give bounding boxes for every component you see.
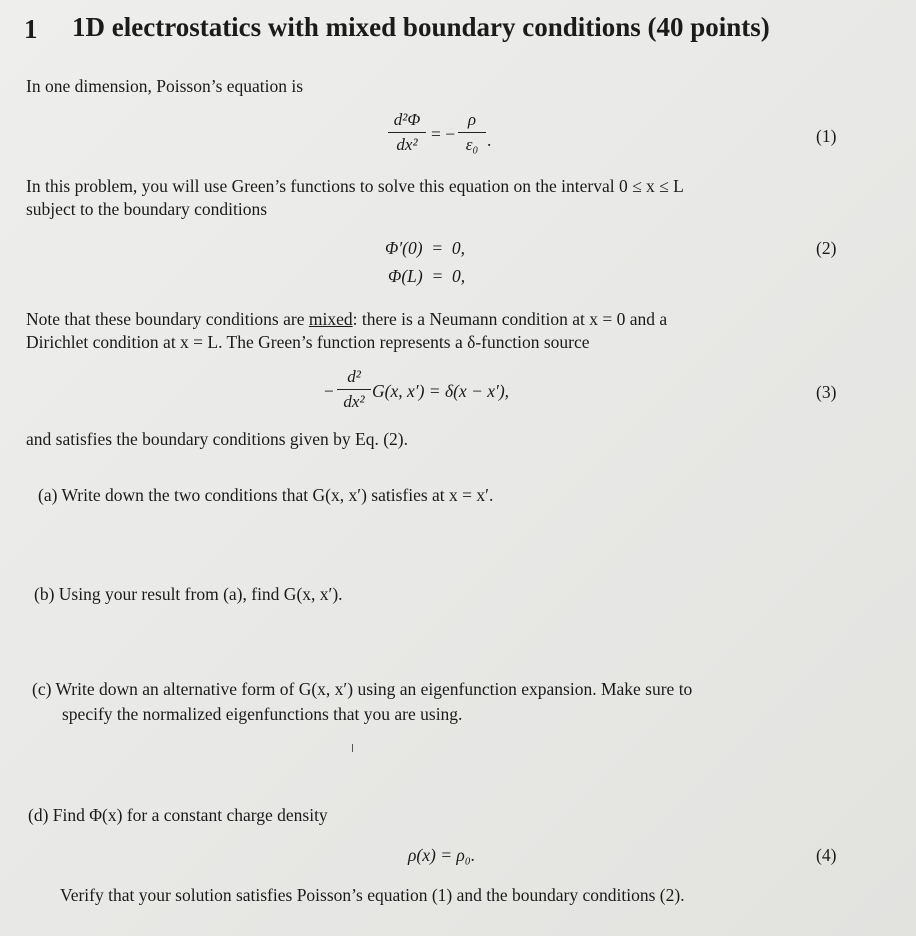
para4-text: and satisfies the boundary conditions given by Eq. (2). [26,429,409,449]
eq1-lhs-numerator: d²Φ [393,110,421,129]
part-b: (b) Using your result from (a), find G(x, x′). [34,584,343,604]
stray-pen-mark [352,744,353,752]
eq4-expression: ρ(x) = ρ₀. [408,845,476,865]
eq1-equals: = − [431,124,456,144]
eq1-number: (1) [816,126,837,146]
eq1-rhs-denominator: ε₀ [465,135,479,154]
eq1-lhs-fraction [388,110,426,155]
eq2-line1: Φ′(0) = 0, [385,238,465,258]
eq3-minus: − [324,381,334,401]
section-number: 1 [24,14,38,44]
verify-text: Verify that your solution satisfies Poisson’s equation (1) and the boundary conditions (2). [60,885,685,905]
eq4-number: (4) [816,845,837,865]
eq1-lhs-bar [388,132,426,133]
eq1-rhs-bar [458,132,486,133]
para3-line1-pre: Note that these boundary conditions are [26,309,309,329]
eq3-fraction [337,367,371,412]
para3-line1 [26,309,667,330]
eq1-period: . [487,130,492,150]
part-a: (a) Write down the two conditions that G(x, x′) satisfies at x = x′. [38,485,494,505]
eq2-line2: Φ(L) = 0, [388,266,466,286]
eq1-rhs-fraction [458,110,486,155]
eq3-numerator: d² [347,367,361,386]
eq1-rhs-numerator: ρ [467,110,477,129]
part-c-line2: specify the normalized eigenfunctions that you are using. [62,704,463,724]
part-c-line1: (c) Write down an alternative form of G(x, x′) using an eigenfunction expansion. Make sure to [32,679,693,699]
eq1-lhs-denominator: dx² [396,135,418,154]
para3-line2: Dirichlet condition at x = L. The Green’s function represents a δ-function source [26,332,590,352]
para3-line1-post: : there is a Neumann condition at x = 0 and a [352,309,668,329]
eq3-rest: G(x, x′) = δ(x − x′), [372,381,510,401]
part-d: (d) Find Φ(x) for a constant charge density [28,805,328,825]
section-title: 1D electrostatics with mixed boundary conditions (40 points) [72,12,770,42]
eq3-bar [337,389,371,390]
para3-mixed-word: mixed [308,309,353,329]
eq3-denominator: dx² [343,392,365,411]
intro-text: In one dimension, Poisson’s equation is [26,76,304,96]
para2-line1: In this problem, you will use Green’s functions to solve this equation on the interval 0 ≤ x ≤ L [26,176,684,196]
eq2-number: (2) [816,238,837,258]
eq3-number: (3) [816,382,837,402]
para2-line2: subject to the boundary conditions [26,199,268,219]
